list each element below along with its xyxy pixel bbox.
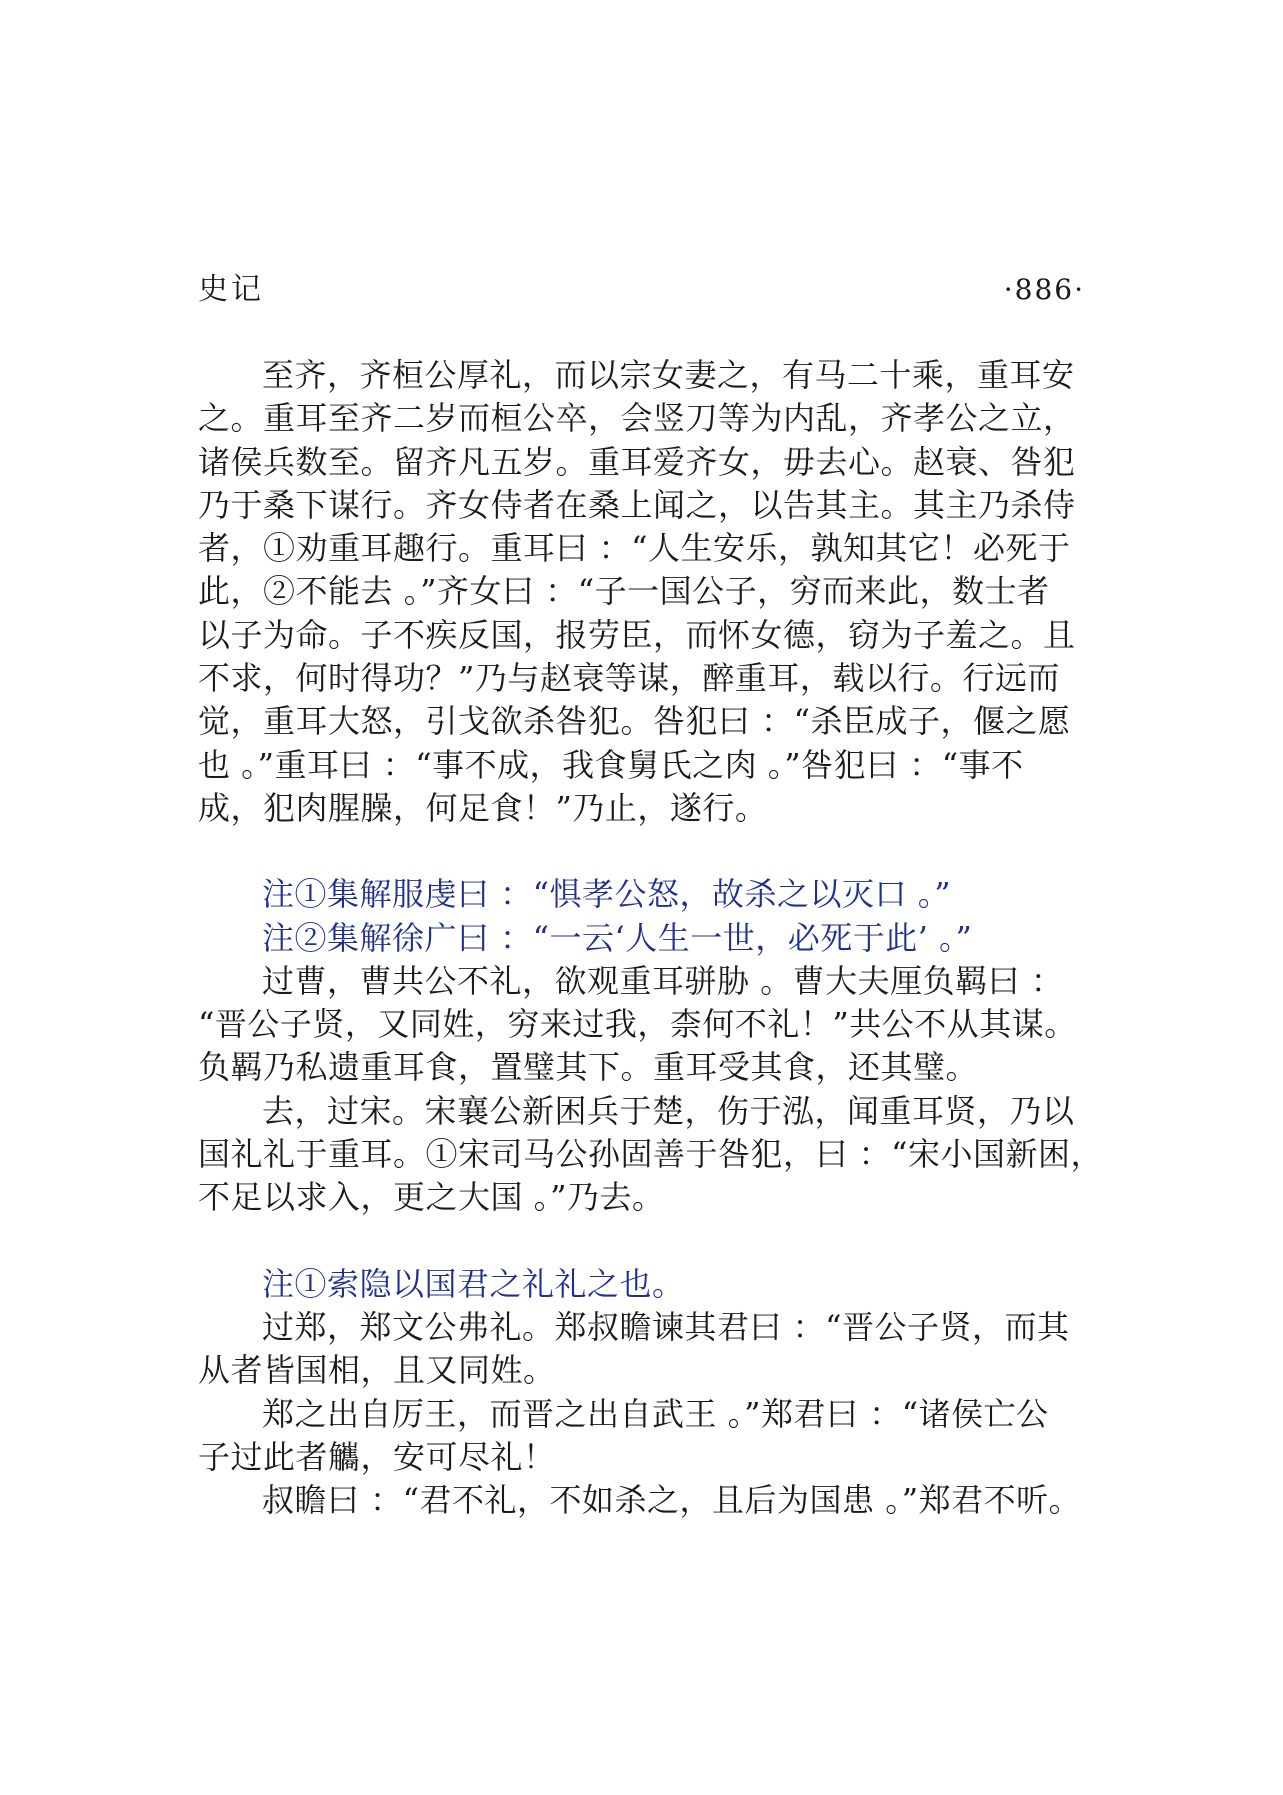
text-line: 郑之出自厉王，而晋之出自武王 。”郑君曰 ：“诸侯亡公 <box>262 1394 1049 1433</box>
paragraph-5 <box>198 1393 1118 1480</box>
text-line: 诸侯兵数至。留齐凡五岁。重耳爱齐女，毋去心。赵衰、咎犯 <box>198 442 1076 481</box>
text-line: 不求，何时得功？”乃与赵衰等谋，醉重耳，载以行。行远而 <box>198 659 1060 698</box>
text-line: 过郑，郑文公弗礼。郑叔瞻谏其君曰 ：“晋公子贤，而其 <box>262 1307 1070 1346</box>
paragraph-1 <box>198 354 1118 830</box>
text-line: 国礼礼于重耳。①宋司马公孙固善于咎犯，曰 ：“宋小国新困， <box>198 1135 1104 1174</box>
footnote-3: 注①索隐以国君之礼礼之也。 <box>262 1264 685 1303</box>
footnote-1: 注①集解服虔曰 ：“惧孝公怒，故杀之以灭口 。” <box>262 875 952 914</box>
text-line: 过曹，曹共公不礼，欲观重耳骈胁 。曹大夫厘负羁曰 ： <box>262 961 1064 1000</box>
page-number: ·886· <box>1003 273 1085 306</box>
footnote-2: 注②集解徐广曰 ：“一云‘人生一世，必死于此’ 。” <box>262 918 973 957</box>
text-line: 去，过宋。宋襄公新困兵于楚，伤于泓，闻重耳贤，乃以 <box>262 1091 1075 1130</box>
text-line: 以子为命。子不疾反国，报劳臣，而怀女德，窃为子羞之。且 <box>198 615 1076 654</box>
text-line: 也 。”重耳曰 ：“事不成，我食舅氏之肉 。”咎犯曰 ：“事不 <box>198 745 1024 784</box>
text-line: 叔瞻曰 ：“君不礼，不如杀之，且后为国患 。”郑君不听。 <box>262 1481 1082 1520</box>
paragraph-2 <box>198 960 1118 1090</box>
book-title: 史记 <box>198 272 264 307</box>
text-line: 乃于桑下谋行。齐女侍者在桑上闻之，以告其主。其主乃杀侍 <box>198 485 1076 524</box>
running-header <box>198 268 1085 312</box>
text-line: 子过此者觿，安可尽礼！ <box>198 1437 556 1476</box>
text-line: 觉，重耳大怒，引戈欲杀咎犯。咎犯曰 ：“杀臣成子，偃之愿 <box>198 702 1071 741</box>
paragraph-3 <box>198 1090 1118 1220</box>
text-line: 不足以求入，更之大国 。”乃去。 <box>198 1178 665 1217</box>
text-line: “晋公子贤，又同姓，穷来过我，柰何不礼！”共公不从其谋。 <box>198 1005 1077 1044</box>
paragraph-4 <box>198 1306 1118 1393</box>
spacer <box>198 1220 1118 1263</box>
paragraph-6 <box>198 1479 1118 1522</box>
text-line: 之。重耳至齐二岁而桓公卒，会竖刀等为内乱，齐孝公之立， <box>198 399 1076 438</box>
spacer <box>198 830 1118 873</box>
text-line: 至齐，齐桓公厚礼，而以宗女妻之，有马二十乘，重耳安 <box>262 356 1075 394</box>
text-line: 负羁乃私遗重耳食，置璧其下。重耳受其食，还其璧。 <box>198 1048 979 1087</box>
text-line: 从者皆国相，且又同姓。 <box>198 1351 556 1390</box>
text-line: 此，②不能去 。”齐女曰 ：“子一国公子，穷而来此，数士者 <box>198 572 1050 611</box>
text-line: 成，犯肉腥臊，何足食！”乃止，遂行。 <box>198 788 768 827</box>
body-text <box>198 354 1118 1522</box>
text-line: 者，①劝重耳趣行。重耳曰 ：“人生安乐，孰知其它！必死于 <box>198 529 1071 568</box>
